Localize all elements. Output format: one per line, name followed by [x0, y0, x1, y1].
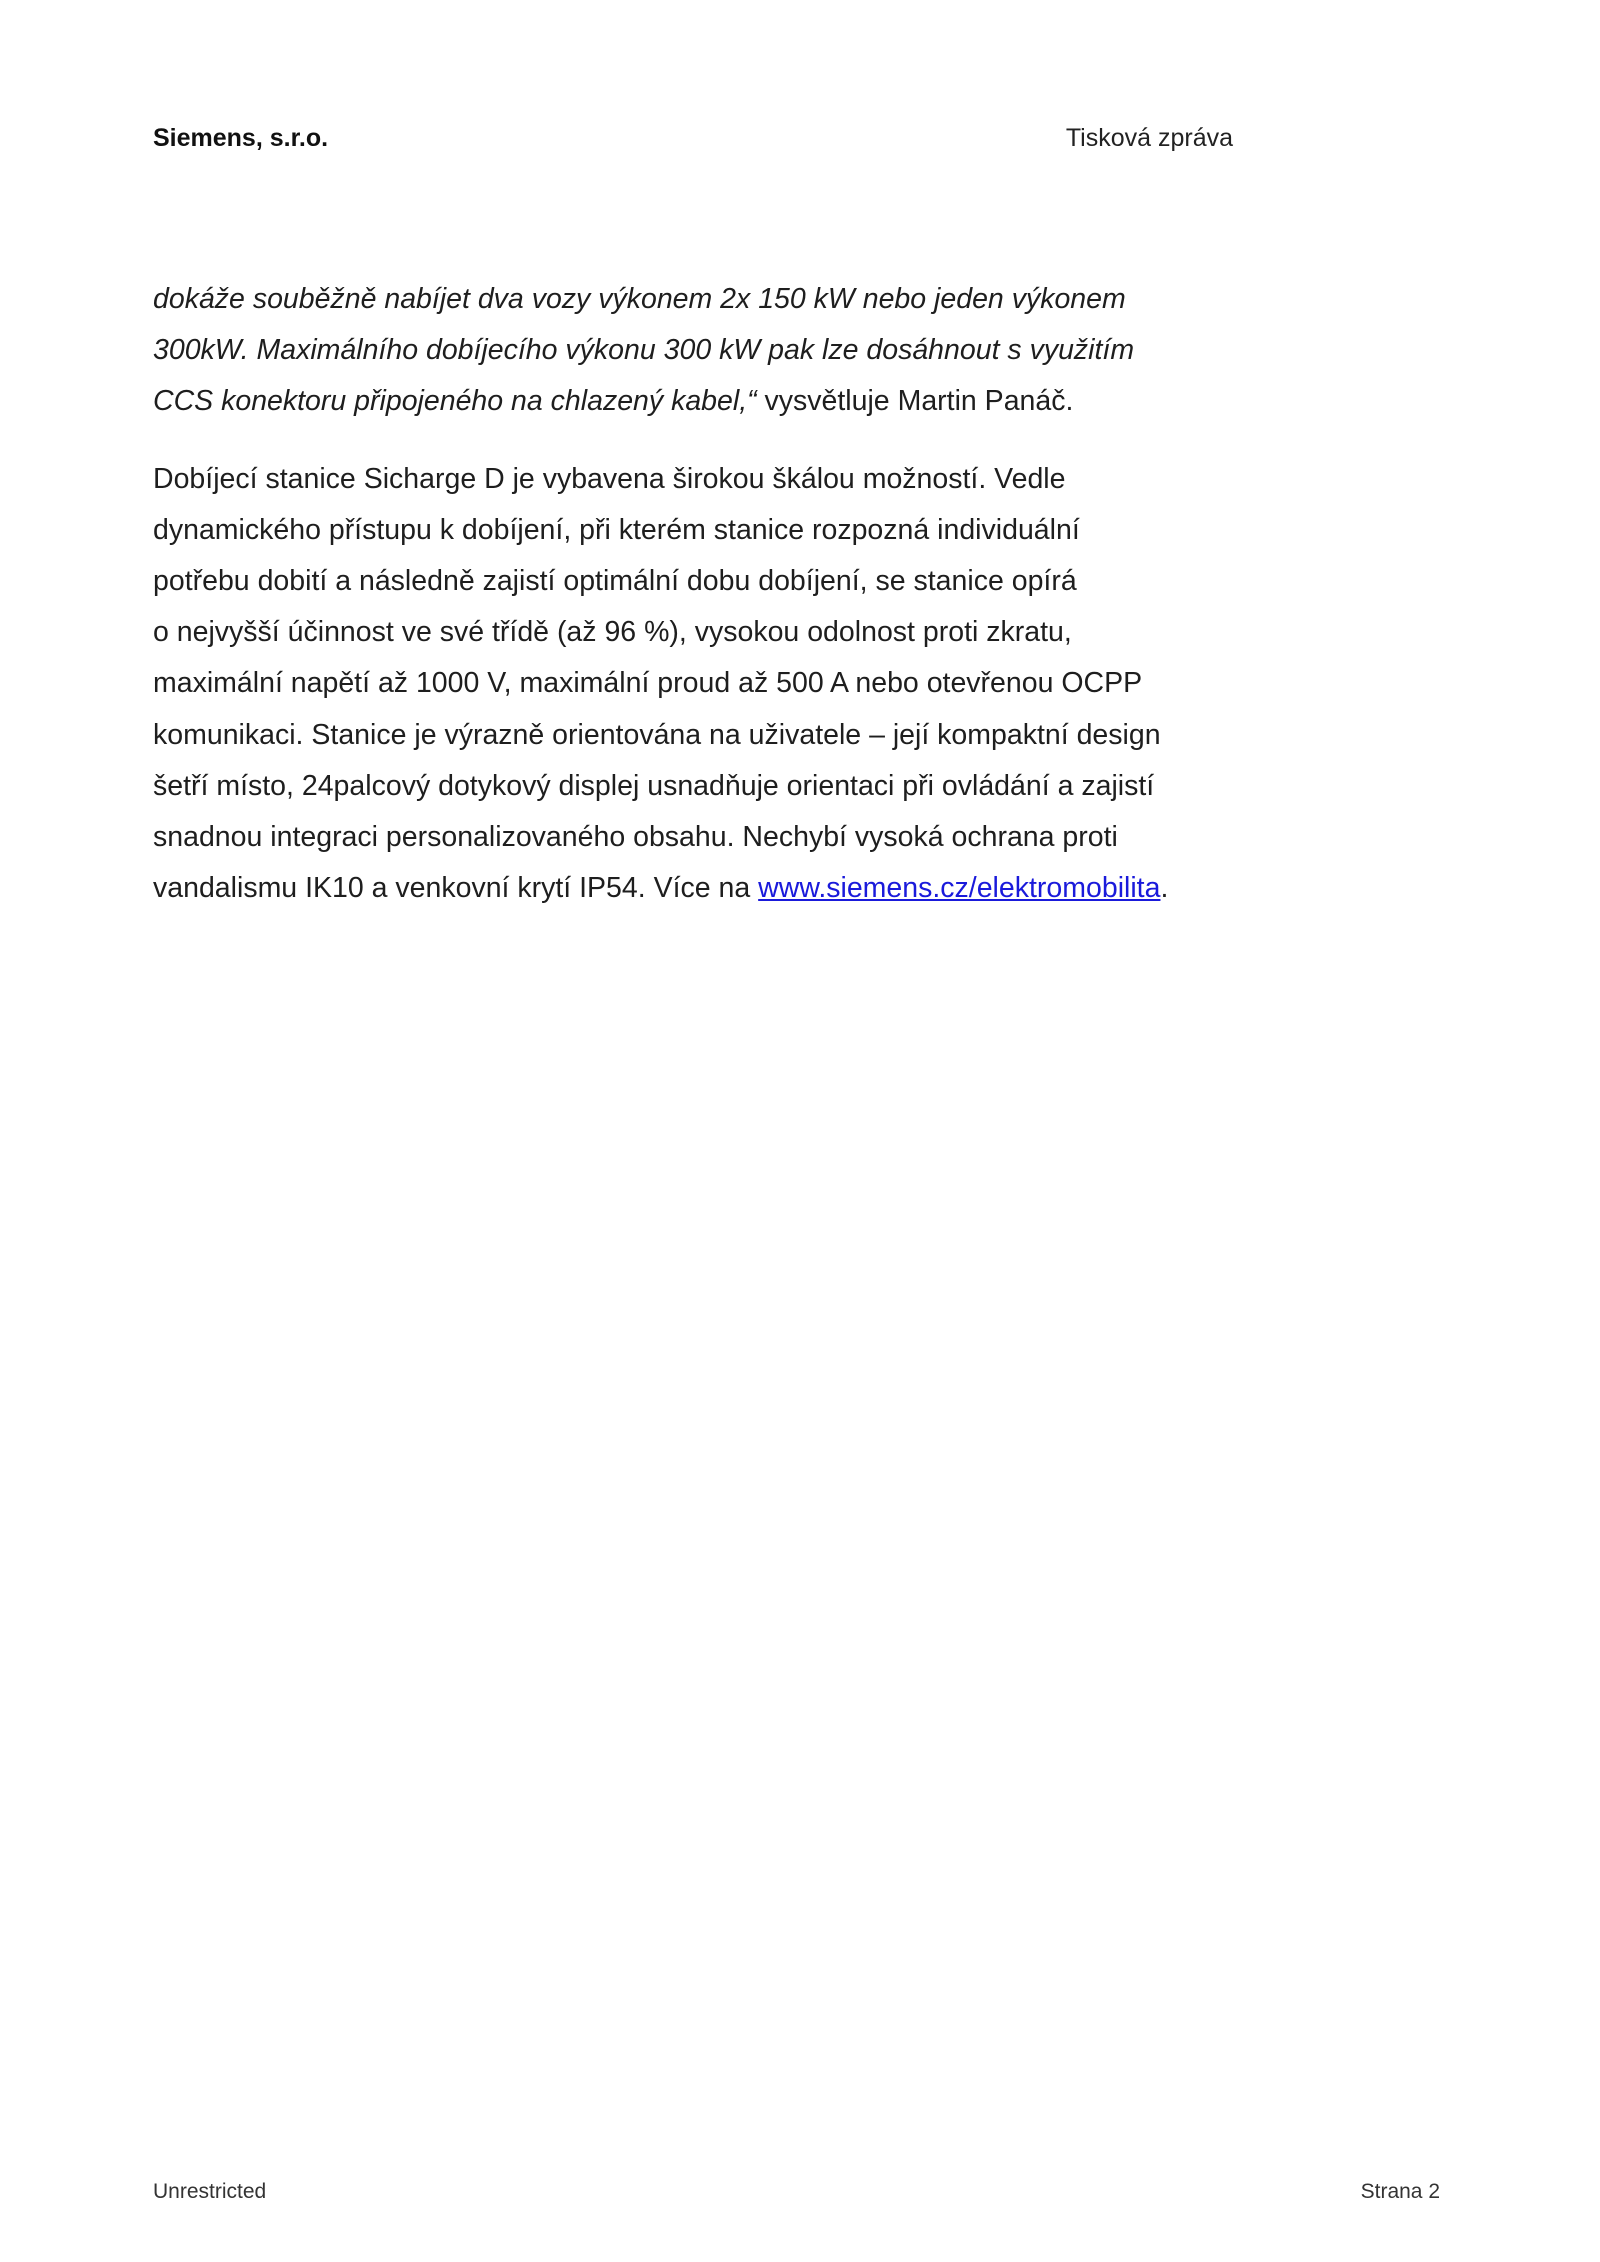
- quote-text: dokáže souběžně nabíjet dva vozy výkonem 2x 150 kW nebo jeden výkonem: [153, 283, 1126, 315]
- page-footer: [153, 2180, 1440, 2210]
- paragraph-line: snadnou integraci personalizovaného obsahu. Nechybí vysoká ochrana proti: [153, 821, 1118, 854]
- paragraph-line: Dobíjecí stanice Sicharge D je vybavena širokou škálou možností. Vedle: [153, 462, 1066, 495]
- quote-line: [153, 376, 1273, 427]
- siemens-elektromobilita-link[interactable]: www.siemens.cz/elektromobilita: [758, 872, 1161, 905]
- paragraph-line-last: [153, 863, 1273, 914]
- document-body: [153, 274, 1273, 914]
- quote-line: [153, 325, 1273, 376]
- quote-line: [153, 274, 1273, 325]
- page-number: Strana 2: [1360, 2180, 1440, 2203]
- paragraph-line: o nejvyšší účinnost ve své třídě (až 96 %), vysokou odolnost proti zkratu,: [153, 616, 1072, 649]
- last-line-text: vandalismu IK10 a venkovní krytí IP54. Více na: [153, 872, 759, 905]
- paragraph-line: dynamického přístupu k dobíjení, při kterém stanice rozpozná individuální: [153, 513, 1080, 546]
- quote-attribution: vysvětluje Martin Panáč.: [756, 385, 1074, 418]
- page-header: [153, 124, 1233, 164]
- last-line-period: .: [1160, 872, 1169, 905]
- quote-text: CCS konektoru připojeného na chlazený kabel,“: [153, 385, 757, 418]
- paragraph-line: maximální napětí až 1000 V, maximální proud až 500 A nebo otevřenou OCPP: [153, 667, 1143, 700]
- paragraph-line: potřebu dobití a následně zajistí optimální dobu dobíjení, se stanice opírá: [153, 565, 1077, 598]
- paragraph-line: šetří místo, 24palcový dotykový displej usnadňuje orientaci při ovládání a zajistí: [153, 769, 1155, 802]
- classification-label: Unrestricted: [153, 2180, 267, 2203]
- quote-text: 300kW. Maximálního dobíjecího výkonu 300 kW pak lze dosáhnout s využitím: [153, 334, 1135, 367]
- document-type: Tisková zpráva: [1065, 124, 1233, 152]
- paragraph-line: komunikaci. Stanice je výrazně orientována na uživatele – její kompaktní design: [153, 718, 1161, 751]
- company-name: Siemens, s.r.o.: [153, 124, 329, 152]
